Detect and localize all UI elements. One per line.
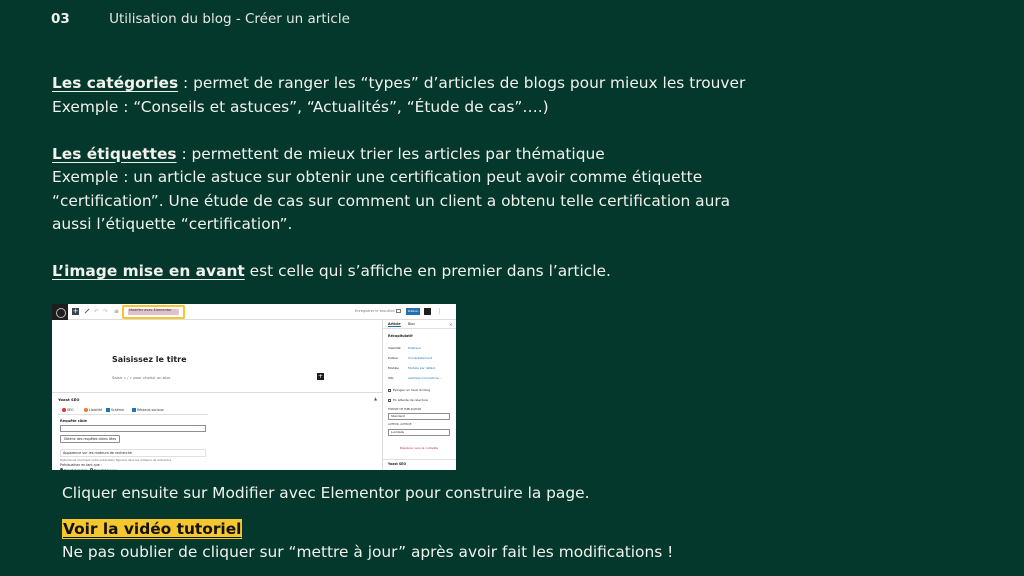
post-title-field[interactable]: Saisissez le titre — [112, 355, 187, 364]
radio-label: Résultat mobile — [64, 468, 88, 470]
yoast-tab-label: Schéma — [111, 408, 124, 412]
featured-image-paragraph — [52, 260, 752, 284]
desktop-result-radio[interactable] — [90, 468, 118, 470]
sticky-checkbox[interactable] — [388, 388, 430, 392]
search-appearance-section[interactable]: Apparence sur les moteurs de recherche — [60, 449, 206, 457]
sidebar-yoast-section[interactable]: Yoast SEO — [383, 459, 456, 466]
tags-example-line-2: “certification”. Une étude de cas sur comment un client a obtenu telle certification aura — [52, 191, 731, 210]
slide-breadcrumb: Utilisation du blog - Créer un article — [109, 11, 350, 27]
summary-row-publish — [388, 356, 432, 360]
summary-row-url — [388, 376, 441, 380]
post-format-select[interactable]: Standard — [388, 413, 450, 420]
seo-score-icon — [62, 408, 66, 412]
tags-example-line-3: aussi l’étiquette “certification”. — [52, 215, 293, 233]
tags-example-line-1: Exemple : un article astuce sur obtenir une certification peut avoir comme étiquette — [52, 168, 703, 186]
block-inserter-icon[interactable]: + — [317, 373, 324, 380]
radio-label: Résultat bureau — [94, 468, 118, 470]
pending-review-checkbox[interactable] — [388, 398, 428, 402]
editor-canvas — [52, 320, 382, 470]
categories-paragraph — [52, 72, 752, 119]
yoast-tabs — [58, 405, 208, 415]
radio-unchecked-icon — [90, 468, 93, 470]
checkbox-icon — [388, 399, 391, 402]
yoast-tab-label: Lisibilité — [89, 408, 103, 412]
readability-score-icon — [84, 408, 88, 412]
featured-image-lead: est celle qui s’affiche en premier dans l’article. — [244, 262, 611, 280]
row-value[interactable]: exemple.com/article... — [408, 376, 442, 380]
row-value[interactable]: Immédiatement — [408, 356, 433, 360]
summary-heading[interactable]: Récapitulatif — [388, 334, 413, 338]
undo-icon[interactable]: ↶ — [94, 308, 100, 315]
tags-lead: : permettent de mieux trier les articles par thématique — [176, 144, 605, 163]
checkbox-icon — [388, 389, 391, 392]
yoast-tab-label: SEO — [67, 408, 74, 412]
update-reminder: Ne pas oublier de cliquer sur “mettre à jour” après avoir fait les modifications ! — [62, 543, 674, 561]
categories-term: Les catégories — [52, 74, 179, 92]
video-tutorial-link[interactable]: Voir la vidéo tutoriel — [63, 520, 242, 538]
summary-row-template — [388, 366, 435, 370]
slide-number: 03 — [51, 11, 70, 27]
author-select[interactable]: Lucidalis — [388, 429, 450, 436]
wordpress-logo-icon[interactable] — [52, 304, 68, 320]
post-format-label: FORMAT DE PUBLICATION — [388, 408, 422, 411]
row-value[interactable]: Publique — [408, 346, 421, 350]
search-appearance-hint: Déterminez comment votre publication figurera dans les moteurs de recherche. — [60, 458, 172, 462]
row-key: Modèle — [388, 366, 399, 370]
slide-header — [51, 11, 350, 27]
redo-icon[interactable]: ↷ — [103, 308, 109, 315]
edit-with-elementor-button[interactable] — [122, 305, 185, 319]
yoast-tab-readability[interactable] — [84, 408, 102, 412]
related-keyphrases-button[interactable]: Obtenir des requêtes cibles liées — [60, 435, 120, 443]
tags-term: Les étiquettes — [52, 144, 177, 163]
mobile-result-radio[interactable] — [60, 468, 87, 470]
preview-icon[interactable] — [396, 309, 401, 313]
radio-checked-icon — [60, 468, 63, 470]
settings-sidebar — [382, 320, 456, 470]
elementor-instruction: Cliquer ensuite sur Modifier avec Elementor pour construire la page. — [62, 484, 590, 502]
yoast-tab-schema[interactable] — [106, 408, 124, 412]
row-key: URL — [388, 376, 394, 380]
settings-gear-icon[interactable] — [424, 308, 431, 315]
add-block-icon[interactable]: + — [72, 307, 79, 315]
tags-paragraph — [52, 143, 752, 237]
block-hint-text[interactable]: Saisir « / » pour choisir un bloc — [112, 375, 171, 380]
close-icon[interactable]: × — [449, 322, 453, 327]
list-view-icon[interactable]: ≡ — [114, 308, 120, 315]
yoast-tab-social[interactable] — [132, 408, 164, 412]
move-to-trash-button[interactable]: Déplacer vers la corbeille — [399, 446, 439, 450]
featured-image-term: L’image mise en avant — [52, 262, 245, 280]
summary-row-visibility — [388, 346, 421, 350]
row-key: Publier — [388, 356, 399, 360]
checkbox-label: En attente de relecture — [393, 398, 428, 402]
yoast-seo-panel — [52, 392, 382, 470]
sidebar-tabs — [383, 320, 456, 329]
editor-toolbar — [52, 304, 456, 320]
yoast-tab-label: Réseaux sociaux — [137, 408, 164, 412]
save-draft-link[interactable]: Enregistrer le brouillon — [355, 309, 395, 313]
elementor-button-label: Modifier avec Elementor — [129, 308, 172, 312]
preview-as-label: Prévisualiser en tant que : — [60, 463, 102, 467]
schema-icon — [106, 408, 110, 412]
publish-button[interactable]: Publier — [407, 309, 419, 313]
explanation-text — [52, 72, 752, 284]
edit-tool-icon[interactable] — [82, 306, 89, 313]
tab-article[interactable]: Article — [388, 322, 401, 326]
yoast-panel-title: Yoast SEO — [58, 397, 80, 402]
categories-lead: : permet de ranger les “types” d’articles de blogs pour mieux les trouver — [178, 74, 746, 92]
chevron-up-icon[interactable]: ▲ — [374, 396, 378, 401]
row-value[interactable]: Modèle par défaut — [408, 366, 436, 370]
social-icon — [132, 408, 136, 412]
more-options-icon[interactable]: ⋮ — [436, 308, 443, 315]
checkbox-label: Épingler en haut du blog — [393, 388, 431, 392]
categories-example: Exemple : “Conseils et astuces”, “Actualités”, “Étude de cas”….) — [52, 97, 549, 116]
author-label: AUTEUR, AUTRICE — [388, 423, 412, 426]
keyphrase-input[interactable] — [60, 425, 206, 432]
wordpress-editor-screenshot — [52, 304, 456, 470]
keyphrase-label: Requête cible — [60, 419, 88, 423]
yoast-tab-seo[interactable] — [62, 408, 74, 412]
tab-block[interactable]: Bloc — [408, 322, 416, 326]
row-key: Visibilité — [388, 346, 401, 350]
